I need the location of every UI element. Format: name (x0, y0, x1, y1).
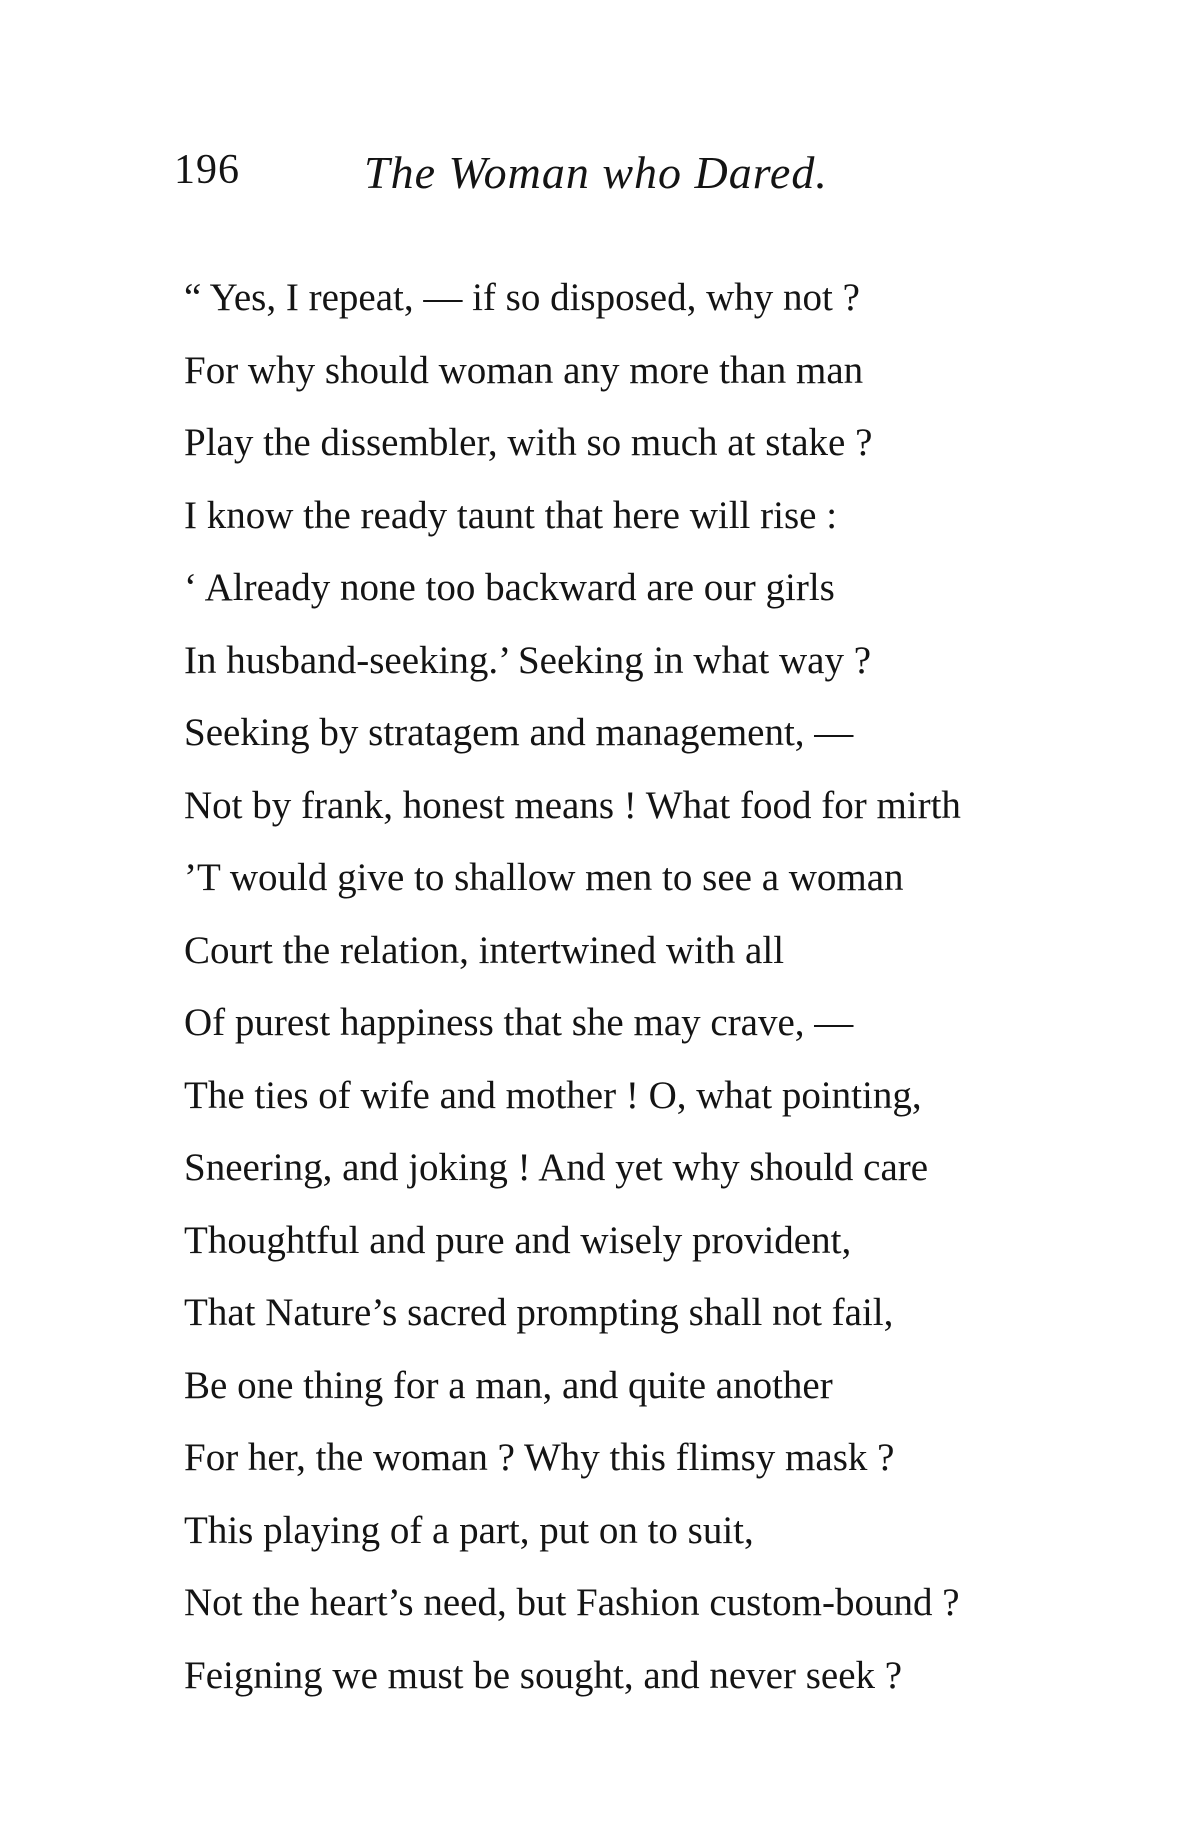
page-number: 196 (174, 147, 240, 193)
poem-line: Thoughtful and pure and wisely provident, (184, 1218, 852, 1262)
poem-line: The ties of wife and mother ! O, what pointing, (184, 1073, 922, 1117)
poem-line: That Nature’s sacred prompting shall not fail, (184, 1291, 894, 1334)
poem-line: ‘ Already none too backward are our girls (184, 566, 835, 609)
poem-line: Of purest happiness that she may crave, — (184, 1001, 854, 1044)
poem-line: I know the ready taunt that here will rise : (184, 493, 838, 537)
poem-line: This playing of a part, put on to suit, (184, 1508, 754, 1552)
poem-line: Not the heart’s need, but Fashion custom-bound ? (184, 1581, 960, 1624)
poem-line: For why should woman any more than man (184, 348, 864, 392)
poem-line: In husband-seeking.’ Seeking in what way ? (184, 638, 872, 682)
poem-line: Feigning we must be sought, and never seek ? (184, 1653, 903, 1697)
poem-text (184, 262, 961, 1712)
poem-line: Sneering, and joking ! And yet why should care (184, 1146, 929, 1189)
poem-line: Not by frank, honest means ! What food for mirth (184, 783, 961, 827)
poem-line: “ Yes, I repeat, — if so disposed, why not ? (184, 276, 860, 319)
poem-line: Be one thing for a man, and quite another (184, 1363, 833, 1407)
poem-line: Seeking by stratagem and management, — (184, 711, 854, 754)
poem-line: For her, the woman ? Why this flimsy mask ? (184, 1436, 895, 1479)
poem-line: ’T would give to shallow men to see a woman (184, 856, 904, 899)
poem-line: Court the relation, intertwined with all (184, 928, 785, 972)
poem-line: Play the dissembler, with so much at stake ? (184, 421, 873, 464)
running-title: The Woman who Dared. (364, 147, 828, 198)
